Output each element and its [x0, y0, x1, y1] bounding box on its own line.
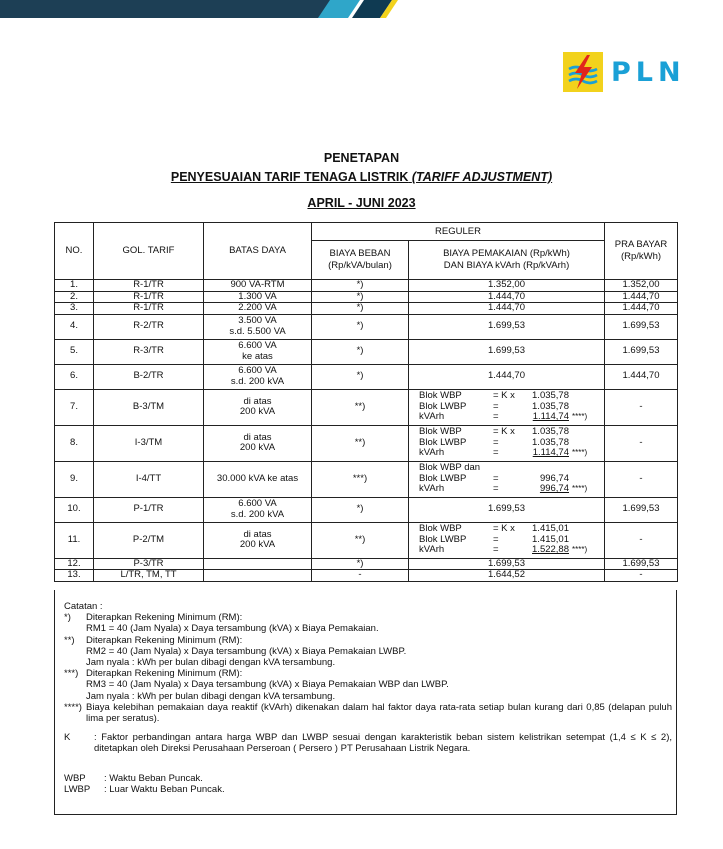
cell-no: 1. [55, 280, 94, 292]
cell-beban: *) [312, 280, 409, 292]
cell-batas: 3.500 VA s.d. 5.500 VA [204, 314, 312, 339]
cell-prabayar: 1.699,53 [605, 314, 678, 339]
cell-batas [204, 570, 312, 582]
cell-no: 2. [55, 291, 94, 303]
cell-prabayar: 1.699,53 [605, 558, 678, 570]
pln-logo [563, 52, 686, 92]
cell-prabayar: 1.352,00 [605, 280, 678, 292]
cell-gol: I-3/TM [94, 425, 204, 461]
doc-title: PENETAPAN [323, 151, 400, 165]
cell-prabayar: 1.444,70 [605, 303, 678, 315]
cell-pemakaian-blok: Blok WBP = K x 1.415,01 Blok LWBP = 1.415,01 kVArh = 1.522,88 ****) [409, 522, 605, 558]
table-row [55, 303, 678, 315]
cell-pemakaian: 1.699,53 [409, 314, 605, 339]
cell-prabayar: - [605, 461, 678, 497]
header-no: NO. [55, 223, 94, 280]
cell-gol: R-1/TR [94, 303, 204, 315]
table-row [55, 522, 678, 558]
cell-no: 9. [55, 461, 94, 497]
brand-name: PLN [611, 56, 686, 88]
cell-no: 11. [55, 522, 94, 558]
note-item: **) Diterapkan Rekening Minimum (RM): RM2 = 40 (Jam Nyala) x Daya tersambung (kVA) x Biaya Pemakaian LWBP. Jam nyala : kWh per bulan dibagi dengan kVA tersambung. [64, 634, 407, 669]
tariff-table [54, 222, 678, 582]
cell-prabayar: 1.444,70 [605, 291, 678, 303]
cell-batas: 6.600 VA s.d. 200 kVA [204, 497, 312, 522]
cell-no: 8. [55, 425, 94, 461]
pln-lightning-icon [563, 52, 603, 92]
cell-batas: 6.600 VA s.d. 200 kVA [204, 364, 312, 389]
header-reguler: REGULER [312, 223, 605, 241]
cell-batas [204, 558, 312, 570]
cell-no: 13. [55, 570, 94, 582]
cell-gol: B-2/TR [94, 364, 204, 389]
cell-prabayar: 1.699,53 [605, 497, 678, 522]
cell-pemakaian: 1.444,70 [409, 291, 605, 303]
cell-pemakaian-blok: Blok WBP = K x 1.035,78 Blok LWBP = 1.035,78 kVArh = 1.114,74 ****) [409, 425, 605, 461]
cell-prabayar: 1.444,70 [605, 364, 678, 389]
cell-gol: R-3/TR [94, 339, 204, 364]
cell-batas: 2.200 VA [204, 303, 312, 315]
cell-beban: ***) [312, 461, 409, 497]
cell-prabayar: 1.699,53 [605, 339, 678, 364]
table-row [55, 497, 678, 522]
note-item: ***) Diterapkan Rekening Minimum (RM): RM3 = 40 (Jam Nyala) x Daya tersambung (kVA) x Biaya Pemakaian WBP dan LWBP. Jam nyala : kWh per bulan dibagi dengan kVA tersambung. [64, 668, 449, 702]
header-decoration [0, 0, 723, 18]
cell-batas: di atas 200 kVA [204, 522, 312, 558]
note-item: ****) Biaya kelebihan pemakaian daya reaktif (kVArh) dikenakan dalam hal faktor daya rata-rata setiap bulan kurang dari 0,85 (delapan puluh lima per seratus). [64, 701, 672, 725]
cell-beban: *) [312, 497, 409, 522]
cell-gol: R-1/TR [94, 291, 204, 303]
cell-prabayar: - [605, 570, 678, 582]
cell-no: 3. [55, 303, 94, 315]
abbr-item: WBP : Waktu Beban Puncak. [64, 772, 203, 784]
cell-batas: 1.300 VA [204, 291, 312, 303]
cell-gol: P-1/TR [94, 497, 204, 522]
abbreviations [64, 773, 672, 795]
cell-prabayar: - [605, 522, 678, 558]
cell-beban: **) [312, 425, 409, 461]
note-item: *) Diterapkan Rekening Minimum (RM): RM1 = 40 (Jam Nyala) x Daya tersambung (kVA) x Biaya Pemakaian. [64, 612, 379, 635]
cell-beban: *) [312, 303, 409, 315]
header-biaya-pemakaian: BIAYA PEMAKAIAN (Rp/kWh) DAN BIAYA kVArh (Rp/kVArh) [409, 241, 605, 280]
cell-batas: di atas 200 kVA [204, 425, 312, 461]
abbr-item: LWBP : Luar Waktu Beban Puncak. [64, 783, 225, 795]
cell-beban: *) [312, 364, 409, 389]
cell-prabayar: - [605, 389, 678, 425]
table-row [55, 389, 678, 425]
cell-gol: L/TR, TM, TT [94, 570, 204, 582]
cell-gol: P-3/TR [94, 558, 204, 570]
note-k: K : Faktor perbandingan antara harga WBP dan LWBP sesuai dengan karakteristik beban sistem kelistrikan setempat (1,4 ≤ K ≤ 2), ditetapkan oleh Direksi Perusahaan Perseroan ( Persero ) PT Perusahaan Listrik Negara. [64, 732, 672, 755]
header-biaya-beban: BIAYA BEBAN (Rp/kVA/bulan) [312, 241, 409, 280]
cell-batas: di atas 200 kVA [204, 389, 312, 425]
cell-pemakaian-blok: Blok WBP = K x 1.035,78 Blok LWBP = 1.035,78 kVArh = 1.114,74 ****) [409, 389, 605, 425]
cell-gol: R-1/TR [94, 280, 204, 292]
table-row [55, 558, 678, 570]
header-batas-daya: BATAS DAYA [204, 223, 312, 280]
cell-beban: *) [312, 314, 409, 339]
cell-beban: *) [312, 291, 409, 303]
cell-no: 4. [55, 314, 94, 339]
header-gol-tarif: GOL. TARIF [94, 223, 204, 280]
cell-gol: B-3/TM [94, 389, 204, 425]
table-row [55, 425, 678, 461]
cell-no: 7. [55, 389, 94, 425]
cell-pemakaian: 1.699,53 [409, 558, 605, 570]
table-row [55, 570, 678, 582]
table-row [55, 461, 678, 497]
table-row [55, 291, 678, 303]
cell-no: 12. [55, 558, 94, 570]
cell-prabayar: - [605, 425, 678, 461]
notes-title: Catatan : [64, 601, 103, 612]
cell-beban: *) [312, 339, 409, 364]
cell-beban: **) [312, 522, 409, 558]
cell-batas: 6.600 VA ke atas [204, 339, 312, 364]
doc-period: APRIL - JUNI 2023 [307, 196, 416, 210]
cell-batas: 30.000 kVA ke atas [204, 461, 312, 497]
cell-beban: *) [312, 558, 409, 570]
table-row [55, 339, 678, 364]
cell-pemakaian: 1.699,53 [409, 497, 605, 522]
cell-pemakaian: 1.444,70 [409, 364, 605, 389]
header-prabayar: PRA BAYAR (Rp/kWh) [605, 223, 678, 280]
cell-gol: P-2/TM [94, 522, 204, 558]
cell-no: 6. [55, 364, 94, 389]
cell-no: 10. [55, 497, 94, 522]
cell-pemakaian: 1.644,52 [409, 570, 605, 582]
cell-pemakaian: 1.352,00 [409, 280, 605, 292]
cell-pemakaian-blok: Blok WBP dan Blok LWBP = 996,74 kVArh = 996,74 ****) [409, 461, 605, 497]
cell-no: 5. [55, 339, 94, 364]
cell-pemakaian: 1.444,70 [409, 303, 605, 315]
table-row [55, 314, 678, 339]
cell-gol: I-4/TT [94, 461, 204, 497]
cell-beban: - [312, 570, 409, 582]
doc-subtitle: PENYESUAIAN TARIF TENAGA LISTRIK (TARIFF ADJUSTMENT) [170, 170, 553, 184]
table-row [55, 364, 678, 389]
table-row [55, 280, 678, 292]
cell-batas: 900 VA-RTM [204, 280, 312, 292]
cell-beban: **) [312, 389, 409, 425]
notes-section [64, 601, 672, 795]
cell-gol: R-2/TR [94, 314, 204, 339]
cell-pemakaian: 1.699,53 [409, 339, 605, 364]
